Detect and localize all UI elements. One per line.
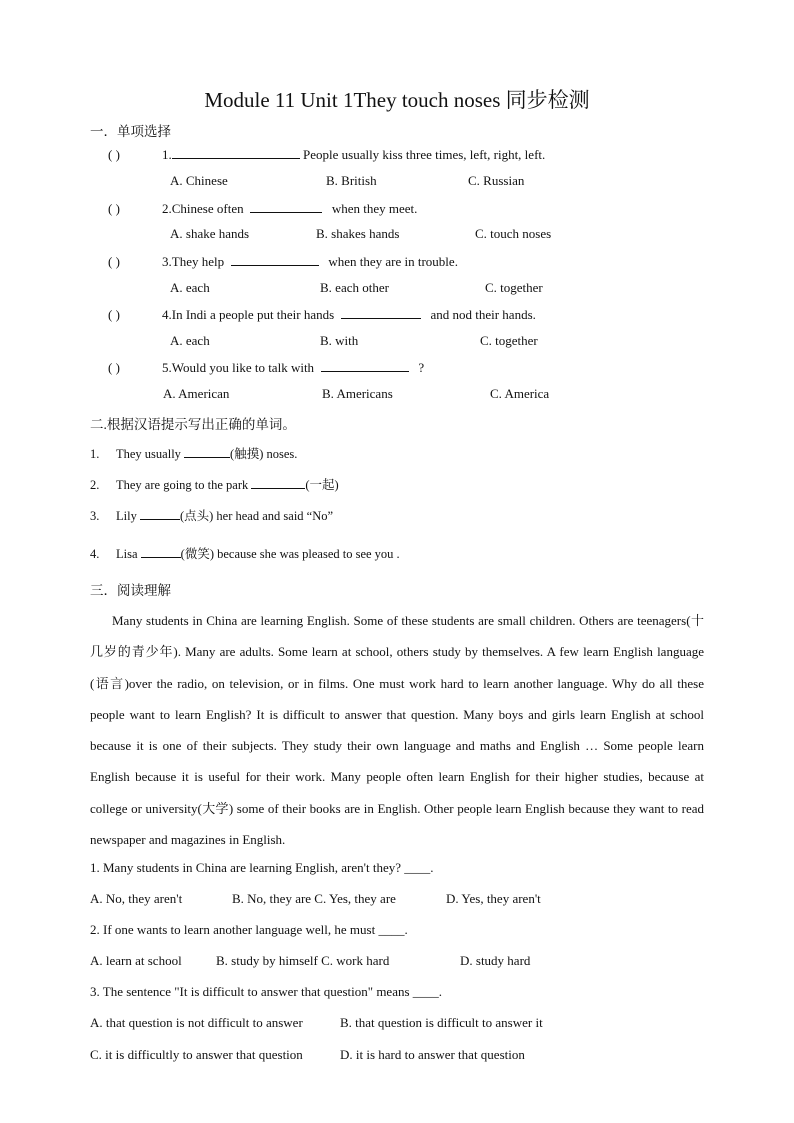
answer-blank[interactable] xyxy=(184,457,230,458)
mc-question-1 xyxy=(108,146,545,163)
answer-blank[interactable] xyxy=(250,200,322,213)
answer-blank[interactable] xyxy=(341,306,421,319)
fill-item-1 xyxy=(90,444,297,462)
section-1-heading: 一．单项选择 xyxy=(90,124,171,139)
section-3-heading: 三．阅读理解 xyxy=(90,583,171,598)
question-text: ? xyxy=(415,360,425,375)
option-a: A. learn at school xyxy=(90,953,182,968)
option-a: A. Chinese xyxy=(170,173,228,188)
option-a: A. each xyxy=(170,280,210,295)
item-text-before: They are going to the park xyxy=(116,478,252,492)
item-hint: (触摸) xyxy=(230,447,264,461)
item-hint: (微笑) xyxy=(180,547,214,561)
option-c: C. together xyxy=(485,280,543,295)
answer-paren: ( ) xyxy=(108,254,120,269)
item-hint: (一起) xyxy=(305,478,339,492)
option-c: C. Russian xyxy=(468,173,525,188)
option-bc: B. No, they are C. Yes, they are xyxy=(232,891,396,906)
question-num: 4.In Indi a people put their hands xyxy=(162,307,335,322)
item-num: 2. xyxy=(90,478,100,492)
option-b: B. with xyxy=(320,333,359,348)
option-bc: B. study by himself C. work hard xyxy=(216,953,390,968)
option-a: A. that question is not difficult to answer xyxy=(90,1015,303,1030)
option-a: A. shake hands xyxy=(170,226,250,241)
item-num: 4. xyxy=(90,547,100,561)
item-hint: (点头) xyxy=(179,509,214,523)
question-text: People usually kiss three times, left, right, left. xyxy=(299,147,546,162)
question-text: when they meet. xyxy=(328,201,418,216)
mc-question-2 xyxy=(108,200,417,217)
option-b: B. each other xyxy=(320,280,389,295)
answer-blank[interactable] xyxy=(321,359,409,372)
reading-question-3: 3. The sentence "It is difficult to answer that question" means ____. xyxy=(90,984,443,999)
reading-passage: Many students in China are learning English. Some of these students are small children. Others are teenagers(十几岁的青少年). Many are adults. Some learn at school, others study by themselves. A few learn English language (语言)over the radio, on television, or in films. One must work hard to learn another language. Why do all these people want to learn English? It is difficult to answer that question. Many boys and girls learn English at school because it is one of their subjects. They study their own language and maths and English … Some people learn English because it is useful for their work. Many people often learn English for their higher studies, because at college or university(大学) some of their books are in English. Other people learn English because they want to read newspaper and magazines in English. xyxy=(90,613,704,848)
option-c: C. together xyxy=(480,333,538,348)
item-text-before: They usually xyxy=(116,447,185,461)
item-text-after: her head and said “No” xyxy=(213,509,334,523)
reading-question-2: 2. If one wants to learn another language well, he must ____. xyxy=(90,922,408,937)
answer-blank[interactable] xyxy=(141,557,181,558)
answer-blank[interactable] xyxy=(140,519,180,520)
question-num: 1. xyxy=(162,147,172,162)
question-num: 5.Would you like to talk with xyxy=(162,360,315,375)
item-text-before: Lisa xyxy=(116,547,141,561)
section-2-heading: 二.根据汉语提示写出正确的单词。 xyxy=(90,417,296,432)
answer-blank[interactable] xyxy=(251,488,305,489)
item-num: 1. xyxy=(90,447,100,461)
mc-question-4 xyxy=(108,306,536,323)
option-c: C. it is difficultly to answer that question xyxy=(90,1047,303,1062)
answer-blank[interactable] xyxy=(172,146,300,159)
item-num: 3. xyxy=(90,509,100,523)
answer-blank[interactable] xyxy=(231,253,319,266)
option-c: C. America xyxy=(490,386,550,401)
option-b: B. Americans xyxy=(322,386,393,401)
fill-item-2 xyxy=(90,475,339,493)
item-text-after: noses. xyxy=(263,447,298,461)
item-text-before: Lily xyxy=(116,509,140,523)
item-text-after: because she was pleased to see you . xyxy=(213,547,400,561)
question-text: and nod their hands. xyxy=(427,307,536,322)
option-c: C. touch noses xyxy=(475,226,552,241)
option-a: A. each xyxy=(170,333,210,348)
option-b: B. shakes hands xyxy=(316,226,400,241)
answer-paren: ( ) xyxy=(108,360,120,375)
option-d: D. study hard xyxy=(460,953,531,968)
option-a: A. No, they aren't xyxy=(90,891,183,906)
page-title: Module 11 Unit 1They touch noses 同步检测 xyxy=(204,88,590,112)
answer-paren: ( ) xyxy=(108,201,120,216)
answer-paren: ( ) xyxy=(108,147,120,162)
question-num: 3.They help xyxy=(162,254,225,269)
question-text: when they are in trouble. xyxy=(325,254,458,269)
option-d: D. Yes, they aren't xyxy=(446,891,541,906)
fill-item-3 xyxy=(90,506,333,524)
mc-question-3 xyxy=(108,253,458,270)
reading-question-1: 1. Many students in China are learning English, aren't they? ____. xyxy=(90,860,434,875)
question-num: 2.Chinese often xyxy=(162,201,244,216)
mc-question-5 xyxy=(108,359,424,376)
option-b: B. British xyxy=(326,173,377,188)
fill-item-4 xyxy=(90,544,400,562)
option-d: D. it is hard to answer that question xyxy=(340,1047,525,1062)
answer-paren: ( ) xyxy=(108,307,120,322)
option-a: A. American xyxy=(163,386,230,401)
option-b: B. that question is difficult to answer it xyxy=(340,1015,543,1030)
